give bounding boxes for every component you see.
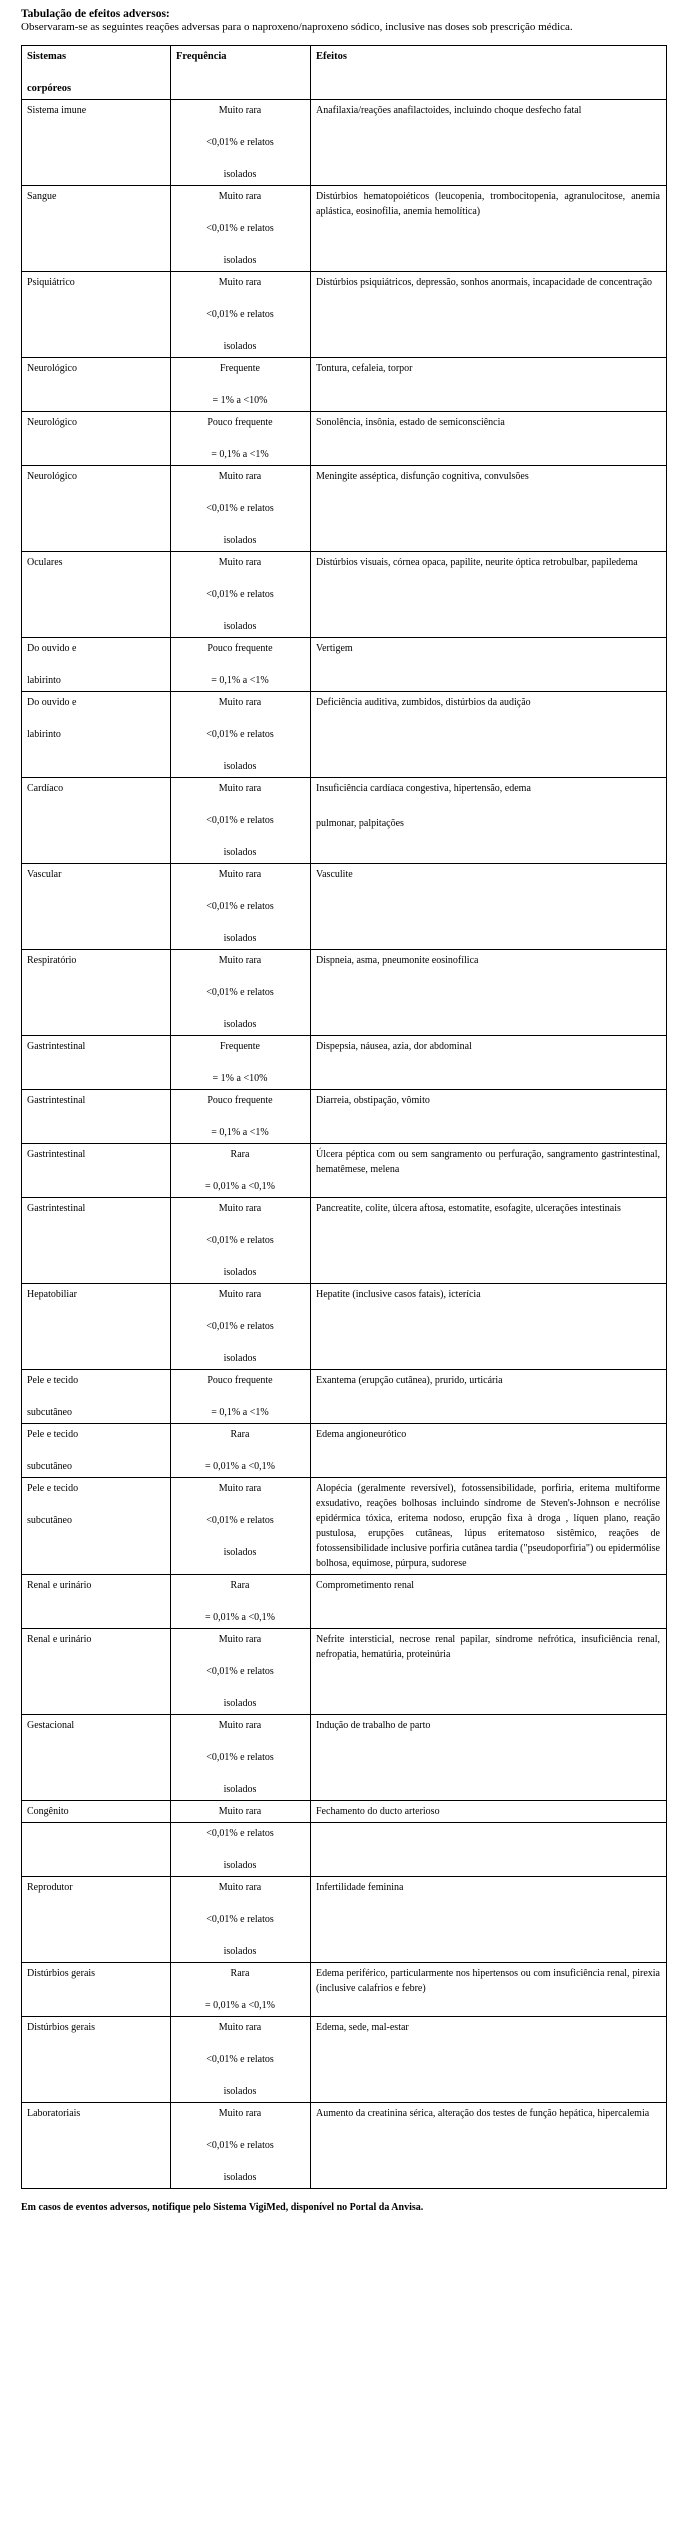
cell-system <box>22 1478 171 1575</box>
table-header-row <box>22 46 667 100</box>
effects-text: Úlcera péptica com ou sem sangramento ou perfuração, sangramento gastrintestinal, hematêmese, melena <box>316 1149 660 1175</box>
frequency-text: <0,01% e relatos <box>206 2054 274 2065</box>
system-text: Distúrbios gerais <box>27 1968 96 1979</box>
table-row <box>22 1715 667 1801</box>
effects-text: Alopécia (geralmente reversível), fotossensibilidade, porfiria, eritema multiforme exsudativo, reações bolhosas incluindo síndrome de Steven's-Johnson e necrólise epidérmica tóxica, eritema nodoso, erupção fixa à droga , líquen plano, reação pustulosa, erupções cutâneas, lúpus eritematoso sistêmico, reações de fotossensibilidade inclusive porfiria cutânea tardia ("pseudoporfiria") ou epidermólise bolhosa, equimose, púrpura, sudorese <box>316 1483 660 1569</box>
system-text: Vascular <box>27 869 62 880</box>
frequency-text: Rara <box>230 1580 250 1591</box>
cell-effects <box>311 864 667 950</box>
effects-text: Vertigem <box>316 643 353 654</box>
cell-effects <box>311 1144 667 1198</box>
cell-effects <box>311 638 667 692</box>
table-row <box>22 1198 667 1284</box>
effects-text: Tontura, cefaleia, torpor <box>316 363 413 374</box>
cell-frequency <box>171 412 311 466</box>
frequency-text: = 1% a <10% <box>212 1073 268 1084</box>
cell-frequency <box>171 950 311 1036</box>
system-text: Congênito <box>27 1806 69 1817</box>
cell-frequency <box>171 1144 311 1198</box>
frequency-text: <0,01% e relatos <box>206 1914 274 1925</box>
system-text: Do ouvido e <box>27 643 77 654</box>
table-row <box>22 692 667 778</box>
cell-system <box>22 950 171 1036</box>
table-row <box>22 638 667 692</box>
table-row <box>22 100 667 186</box>
frequency-text: <0,01% e relatos <box>206 223 274 234</box>
document-header <box>21 8 685 34</box>
effects-text: Distúrbios psiquiátricos, depressão, sonhos anormais, incapacidade de concentração <box>316 277 653 288</box>
system-text: Neurológico <box>27 471 77 482</box>
frequency-text: Muito rara <box>218 2108 262 2119</box>
frequency-text: isolados <box>223 1547 257 1558</box>
cell-system <box>22 2103 171 2189</box>
frequency-text: Muito rara <box>218 1806 262 1817</box>
cell-effects <box>311 1370 667 1424</box>
cell-system <box>22 466 171 552</box>
effects-text: Indução de trabalho de parto <box>316 1720 431 1731</box>
cell-frequency <box>171 1629 311 1715</box>
cell-system <box>22 692 171 778</box>
frequency-text: Muito rara <box>218 697 262 708</box>
frequency-text: <0,01% e relatos <box>206 589 274 600</box>
frequency-text: Muito rara <box>218 471 262 482</box>
effects-text: Exantema (erupção cutânea), prurido, urticária <box>316 1375 503 1386</box>
frequency-text: isolados <box>223 933 257 944</box>
cell-frequency <box>171 1036 311 1090</box>
cell-frequency <box>171 100 311 186</box>
frequency-text: = 0,1% a <1% <box>211 675 269 686</box>
frequency-text: Pouco frequente <box>207 1095 273 1106</box>
frequency-text: <0,01% e relatos <box>206 729 274 740</box>
cell-effects <box>311 778 667 864</box>
frequency-text: = 0,1% a <1% <box>211 1407 269 1418</box>
table-row <box>22 186 667 272</box>
frequency-text: <0,01% e relatos <box>206 503 274 514</box>
table-row <box>22 778 667 864</box>
table-row <box>22 412 667 466</box>
frequency-text: Muito rara <box>218 955 262 966</box>
cell-system <box>22 1090 171 1144</box>
cell-system <box>22 2017 171 2103</box>
frequency-text: isolados <box>223 341 257 352</box>
effects-text: Infertilidade feminina <box>316 1882 404 1893</box>
cell-effects <box>311 2103 667 2189</box>
system-text: labirinto <box>27 729 61 740</box>
effects-text: Insuficiência cardíaca congestiva, hipertensão, edema <box>316 783 531 794</box>
frequency-text: Frequente <box>220 1041 260 1052</box>
system-text: subcutâneo <box>27 1407 72 1418</box>
table-row <box>22 950 667 1036</box>
table-row <box>22 358 667 412</box>
system-text: Gastrintestinal <box>27 1149 86 1160</box>
cell-system <box>22 1370 171 1424</box>
system-text: Renal e urinário <box>27 1634 92 1645</box>
cell-frequency <box>171 1478 311 1575</box>
cell-effects <box>311 412 667 466</box>
cell-frequency <box>171 864 311 950</box>
frequency-text: = 0,01% a <0,1% <box>205 1461 275 1472</box>
frequency-text: isolados <box>223 621 257 632</box>
cell-frequency <box>171 1877 311 1963</box>
system-text: Do ouvido e <box>27 697 77 708</box>
system-text: Respiratório <box>27 955 77 966</box>
cell-frequency <box>171 1823 311 1877</box>
effects-text: Edema angioneurótico <box>316 1429 407 1440</box>
system-text: Pele e tecido <box>27 1375 79 1386</box>
cell-system <box>22 1877 171 1963</box>
cell-frequency <box>171 1370 311 1424</box>
cell-system <box>22 864 171 950</box>
effects-text: Sonolência, insônia, estado de semiconsciência <box>316 417 505 428</box>
effects-text: Vasculite <box>316 869 353 880</box>
frequency-text: Muito rara <box>218 2022 262 2033</box>
table-row <box>22 864 667 950</box>
frequency-text: <0,01% e relatos <box>206 1752 274 1763</box>
cell-frequency <box>171 1198 311 1284</box>
effects-text: Anafilaxia/reações anafilactoides, incluindo choque desfecho fatal <box>316 105 582 116</box>
system-text: Psiquiátrico <box>27 277 75 288</box>
cell-frequency <box>171 2103 311 2189</box>
cell-frequency <box>171 272 311 358</box>
cell-system <box>22 1424 171 1478</box>
cell-effects <box>311 1823 667 1877</box>
cell-effects <box>311 1801 667 1823</box>
system-text: Gastrintestinal <box>27 1203 86 1214</box>
cell-frequency <box>171 1715 311 1801</box>
system-text: Renal e urinário <box>27 1580 92 1591</box>
cell-frequency <box>171 638 311 692</box>
cell-frequency <box>171 1963 311 2017</box>
header-frequency: Frequência <box>171 46 311 100</box>
document-title: Tabulação de efeitos adversos: <box>21 8 170 20</box>
cell-frequency <box>171 1801 311 1823</box>
table-row <box>22 1877 667 1963</box>
cell-system <box>22 638 171 692</box>
table-row <box>22 466 667 552</box>
system-text: subcutâneo <box>27 1515 72 1526</box>
system-text: Sangue <box>27 191 57 202</box>
effects-text: Pancreatite, colite, úlcera aftosa, estomatite, esofagite, ulcerações intestinais <box>316 1203 621 1214</box>
frequency-text: Muito rara <box>218 1720 262 1731</box>
frequency-text: isolados <box>223 1698 257 1709</box>
table-row <box>22 1036 667 1090</box>
table-row <box>22 1963 667 2017</box>
cell-effects <box>311 1963 667 2017</box>
cell-system <box>22 412 171 466</box>
header-system-line: corpóreos <box>27 83 72 94</box>
frequency-text: Muito rara <box>218 1289 262 1300</box>
cell-effects <box>311 692 667 778</box>
cell-effects <box>311 1036 667 1090</box>
effects-text: Dispepsia, náusea, azia, dor abdominal <box>316 1041 472 1052</box>
frequency-text: isolados <box>223 1784 257 1795</box>
frequency-text: Rara <box>230 1429 250 1440</box>
frequency-text: isolados <box>223 255 257 266</box>
frequency-text: isolados <box>223 1019 257 1030</box>
header-effects: Efeitos <box>311 46 667 100</box>
table-row <box>22 1424 667 1478</box>
system-text: subcutâneo <box>27 1461 72 1472</box>
document-footer: Em casos de eventos adversos, notifique pelo Sistema VigiMed, disponível no Portal da Anvisa. <box>21 2202 424 2213</box>
cell-effects <box>311 466 667 552</box>
cell-effects <box>311 186 667 272</box>
cell-system <box>22 1144 171 1198</box>
system-text: Gastrintestinal <box>27 1041 86 1052</box>
cell-effects <box>311 2017 667 2103</box>
table-row <box>22 1284 667 1370</box>
header-system <box>22 46 171 100</box>
cell-effects <box>311 1424 667 1478</box>
table-row <box>22 1801 667 1823</box>
cell-effects <box>311 358 667 412</box>
frequency-text: Pouco frequente <box>207 643 273 654</box>
cell-system <box>22 1629 171 1715</box>
cell-effects <box>311 100 667 186</box>
cell-system <box>22 1801 171 1823</box>
frequency-text: Muito rara <box>218 105 262 116</box>
effects-text: Fechamento do ducto arterioso <box>316 1806 440 1817</box>
frequency-text: Muito rara <box>218 1634 262 1645</box>
frequency-text: = 0,1% a <1% <box>211 1127 269 1138</box>
frequency-text: Muito rara <box>218 1483 262 1494</box>
cell-frequency <box>171 1090 311 1144</box>
system-text: Neurológico <box>27 363 77 374</box>
cell-frequency <box>171 186 311 272</box>
frequency-text: <0,01% e relatos <box>206 1235 274 1246</box>
effects-text: Edema periférico, particularmente nos hipertensos ou com insuficiência renal, pirexia (inclusive calafrios e febre) <box>316 1968 660 1994</box>
cell-system <box>22 552 171 638</box>
effects-text: Comprometimento renal <box>316 1580 415 1591</box>
frequency-text: Muito rara <box>218 783 262 794</box>
frequency-text: isolados <box>223 1946 257 1957</box>
frequency-text: Muito rara <box>218 1203 262 1214</box>
system-text: labirinto <box>27 675 61 686</box>
frequency-text: <0,01% e relatos <box>206 1828 274 1839</box>
frequency-text: <0,01% e relatos <box>206 1666 274 1677</box>
frequency-text: Rara <box>230 1149 250 1160</box>
document-subtitle: Observaram-se as seguintes reações adversas para o naproxeno/naproxeno sódico, inclusive nas doses sob prescrição médica. <box>21 21 573 33</box>
effects-text: Edema, sede, mal-estar <box>316 2022 409 2033</box>
effects-text: Diarreia, obstipação, vômito <box>316 1095 430 1106</box>
table-row <box>22 1629 667 1715</box>
frequency-text: <0,01% e relatos <box>206 1321 274 1332</box>
frequency-text: Muito rara <box>218 1882 262 1893</box>
effects-text: Distúrbios hematopoiéticos (leucopenia, trombocitopenia, agranulocitose, anemia aplástica, eosinofilia, anemia hemolítica) <box>316 191 660 217</box>
cell-system <box>22 1963 171 2017</box>
cell-frequency <box>171 1284 311 1370</box>
system-text: Pele e tecido <box>27 1429 79 1440</box>
effects-text: Deficiência auditiva, zumbidos, distúrbios da audição <box>316 697 531 708</box>
table-row <box>22 2103 667 2189</box>
table-body <box>22 100 667 2189</box>
effects-text: Dispneia, asma, pneumonite eosinofílica <box>316 955 479 966</box>
frequency-text: isolados <box>223 1860 257 1871</box>
frequency-text: Pouco frequente <box>207 1375 273 1386</box>
frequency-text: Muito rara <box>218 869 262 880</box>
system-text: Laboratoriais <box>27 2108 81 2119</box>
frequency-text: = 0,1% a <1% <box>211 449 269 460</box>
table-row <box>22 1090 667 1144</box>
effects-text: Aumento da creatinina sérica, alteração dos testes de função hepática, hipercalemia <box>316 2108 650 2119</box>
cell-frequency <box>171 692 311 778</box>
frequency-text: = 1% a <10% <box>212 395 268 406</box>
cell-frequency <box>171 778 311 864</box>
system-text: Oculares <box>27 557 63 568</box>
system-text: Reprodutor <box>27 1882 73 1893</box>
frequency-text: = 0,01% a <0,1% <box>205 1612 275 1623</box>
effects-text: Nefrite intersticial, necrose renal papilar, síndrome nefrótica, insuficiência renal, nefropatia, hematúria, proteinúria <box>316 1634 660 1660</box>
frequency-text: isolados <box>223 169 257 180</box>
frequency-text: Muito rara <box>218 191 262 202</box>
table-row <box>22 552 667 638</box>
cell-system <box>22 1036 171 1090</box>
frequency-text: isolados <box>223 2086 257 2097</box>
frequency-text: isolados <box>223 761 257 772</box>
system-text: Neurológico <box>27 417 77 428</box>
cell-frequency <box>171 358 311 412</box>
frequency-text: = 0,01% a <0,1% <box>205 1181 275 1192</box>
system-text: Cardíaco <box>27 783 64 794</box>
system-text: Hepatobiliar <box>27 1289 77 1300</box>
cell-frequency <box>171 552 311 638</box>
frequency-text: Muito rara <box>218 557 262 568</box>
cell-effects <box>311 1478 667 1575</box>
cell-system <box>22 778 171 864</box>
frequency-text: isolados <box>223 1267 257 1278</box>
adverse-effects-table <box>21 45 667 2189</box>
table-row <box>22 272 667 358</box>
cell-system <box>22 1715 171 1801</box>
cell-effects <box>311 1090 667 1144</box>
cell-effects <box>311 1575 667 1629</box>
cell-system <box>22 1823 171 1877</box>
frequency-text: <0,01% e relatos <box>206 2140 274 2151</box>
header-system-line: Sistemas <box>27 51 67 62</box>
system-text: Distúrbios gerais <box>27 2022 96 2033</box>
cell-system <box>22 186 171 272</box>
frequency-text: Rara <box>230 1968 250 1979</box>
cell-system <box>22 100 171 186</box>
cell-system <box>22 1284 171 1370</box>
effects-text: Distúrbios visuais, córnea opaca, papilite, neurite óptica retrobulbar, papiledema <box>316 557 638 568</box>
frequency-text: isolados <box>223 535 257 546</box>
frequency-text: Pouco frequente <box>207 417 273 428</box>
effects-text: Meningite asséptica, disfunção cognitiva, convulsões <box>316 471 529 482</box>
cell-effects <box>311 1198 667 1284</box>
cell-frequency <box>171 1575 311 1629</box>
cell-frequency <box>171 2017 311 2103</box>
frequency-text: = 0,01% a <0,1% <box>205 2000 275 2011</box>
system-text: Pele e tecido <box>27 1483 79 1494</box>
frequency-text: <0,01% e relatos <box>206 1515 274 1526</box>
frequency-text: <0,01% e relatos <box>206 137 274 148</box>
cell-system <box>22 1575 171 1629</box>
frequency-text: Muito rara <box>218 277 262 288</box>
cell-effects <box>311 1629 667 1715</box>
frequency-text: <0,01% e relatos <box>206 901 274 912</box>
table-row <box>22 1370 667 1424</box>
table-row <box>22 1575 667 1629</box>
cell-effects <box>311 1877 667 1963</box>
system-text: Gestacional <box>27 1720 75 1731</box>
table-row <box>22 1823 667 1877</box>
effects-text: pulmonar, palpitações <box>316 818 404 829</box>
cell-system <box>22 358 171 412</box>
cell-effects <box>311 552 667 638</box>
frequency-text: Frequente <box>220 363 260 374</box>
cell-frequency <box>171 466 311 552</box>
frequency-text: <0,01% e relatos <box>206 987 274 998</box>
frequency-text: <0,01% e relatos <box>206 309 274 320</box>
table-row <box>22 1144 667 1198</box>
frequency-text: isolados <box>223 2172 257 2183</box>
system-text: Sistema imune <box>27 105 87 116</box>
cell-frequency <box>171 1424 311 1478</box>
cell-effects <box>311 1284 667 1370</box>
effects-text: Hepatite (inclusive casos fatais), icterícia <box>316 1289 481 1300</box>
frequency-text: isolados <box>223 847 257 858</box>
cell-effects <box>311 1715 667 1801</box>
cell-effects <box>311 272 667 358</box>
table-row <box>22 2017 667 2103</box>
table-row <box>22 1478 667 1575</box>
cell-system <box>22 272 171 358</box>
system-text: Gastrintestinal <box>27 1095 86 1106</box>
cell-effects <box>311 950 667 1036</box>
frequency-text: <0,01% e relatos <box>206 815 274 826</box>
frequency-text: isolados <box>223 1353 257 1364</box>
cell-system <box>22 1198 171 1284</box>
